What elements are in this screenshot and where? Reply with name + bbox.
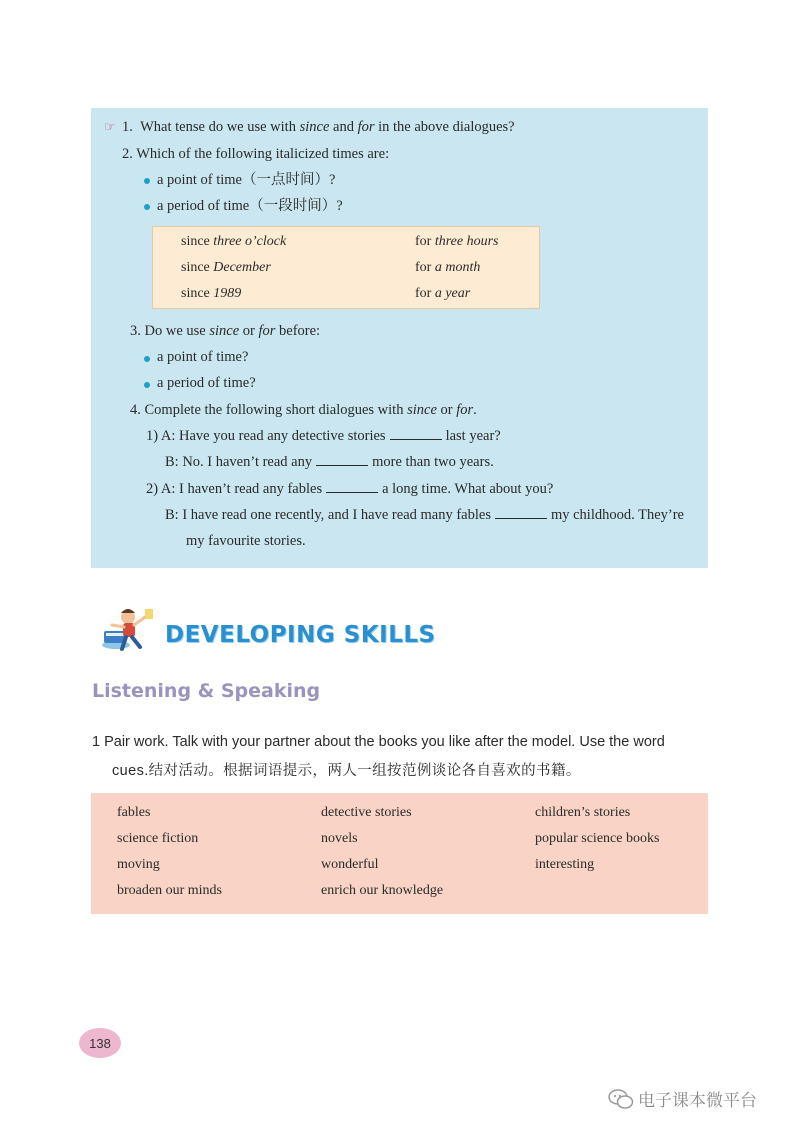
question-3-option-period: a period of time?: [157, 375, 256, 391]
question-2-option-point: a point of time（一点时间）?: [157, 172, 336, 188]
word-cue: moving: [117, 857, 160, 872]
watermark-text: 电子课本微平台: [638, 1091, 757, 1111]
bullet-dot-icon: [144, 178, 150, 184]
for-example: for a month: [415, 260, 481, 275]
word-cue: novels: [321, 831, 358, 846]
question-3-option-point: a point of time?: [157, 349, 249, 365]
section-subtitle: Listening & Speaking: [92, 680, 321, 702]
reading-boy-illustration: [98, 605, 156, 653]
question-4: 4. Complete the following short dialogues with since or for.: [130, 402, 477, 418]
section-title: DEVELOPING SKILLS: [165, 622, 436, 648]
question-1: 1. What tense do we use with since and for in the above dialogues?: [122, 119, 515, 135]
italicized-times-table: [152, 226, 540, 309]
page-number: 138: [79, 1028, 121, 1058]
bullet-dot-icon: [144, 356, 150, 362]
watermark: [608, 1086, 757, 1111]
bullet-dot-icon: [144, 204, 150, 210]
question-2-option-period: a period of time（一段时间）?: [157, 198, 343, 214]
dialogue-2-c: my favourite stories.: [186, 533, 306, 549]
answer-blank[interactable]: [390, 427, 442, 440]
for-example: for three hours: [415, 234, 499, 249]
bullet-dot-icon: [144, 382, 150, 388]
question-3: 3. Do we use since or for before:: [130, 323, 321, 339]
word-cue: fables: [117, 805, 151, 820]
since-example: since 1989: [181, 286, 242, 301]
since-example: since three o’clock: [181, 234, 287, 249]
word-cue: children’s stories: [535, 805, 631, 820]
pointing-hand-icon: ☞: [104, 120, 116, 135]
word-cue: enrich our knowledge: [321, 883, 444, 898]
for-example: for a year: [415, 286, 471, 301]
word-cues-box: [91, 793, 708, 914]
wechat-icon: [608, 1088, 634, 1110]
task-instruction-line-2: cues.结对活动。根据词语提示，两人一组按范例谈论各自喜欢的书籍。: [112, 763, 581, 779]
dialogue-1-a: 1) A: Have you read any detective stories last year?: [146, 428, 501, 444]
word-cue: popular science books: [535, 831, 660, 846]
dialogue-1-b: B: No. I haven’t read any more than two years.: [165, 454, 494, 470]
answer-blank[interactable]: [316, 453, 368, 466]
word-cue: detective stories: [321, 805, 412, 820]
word-cue: interesting: [535, 857, 595, 872]
task-instruction-line-1: 1 Pair work. Talk with your partner about the books you like after the model. Use the word: [92, 734, 665, 750]
dialogue-2-a: 2) A: I haven’t read any fables a long time. What about you?: [146, 481, 554, 497]
word-cue: broaden our minds: [117, 883, 222, 898]
answer-blank[interactable]: [495, 506, 547, 519]
dialogue-2-b: B: I have read one recently, and I have read many fables my childhood. They’re: [165, 507, 684, 523]
answer-blank[interactable]: [326, 480, 378, 493]
question-2: 2. Which of the following italicized times are:: [122, 146, 390, 162]
word-cue: wonderful: [321, 857, 379, 872]
since-example: since December: [181, 260, 271, 275]
question-number: 1.: [122, 119, 133, 135]
word-cue: science fiction: [117, 831, 199, 846]
